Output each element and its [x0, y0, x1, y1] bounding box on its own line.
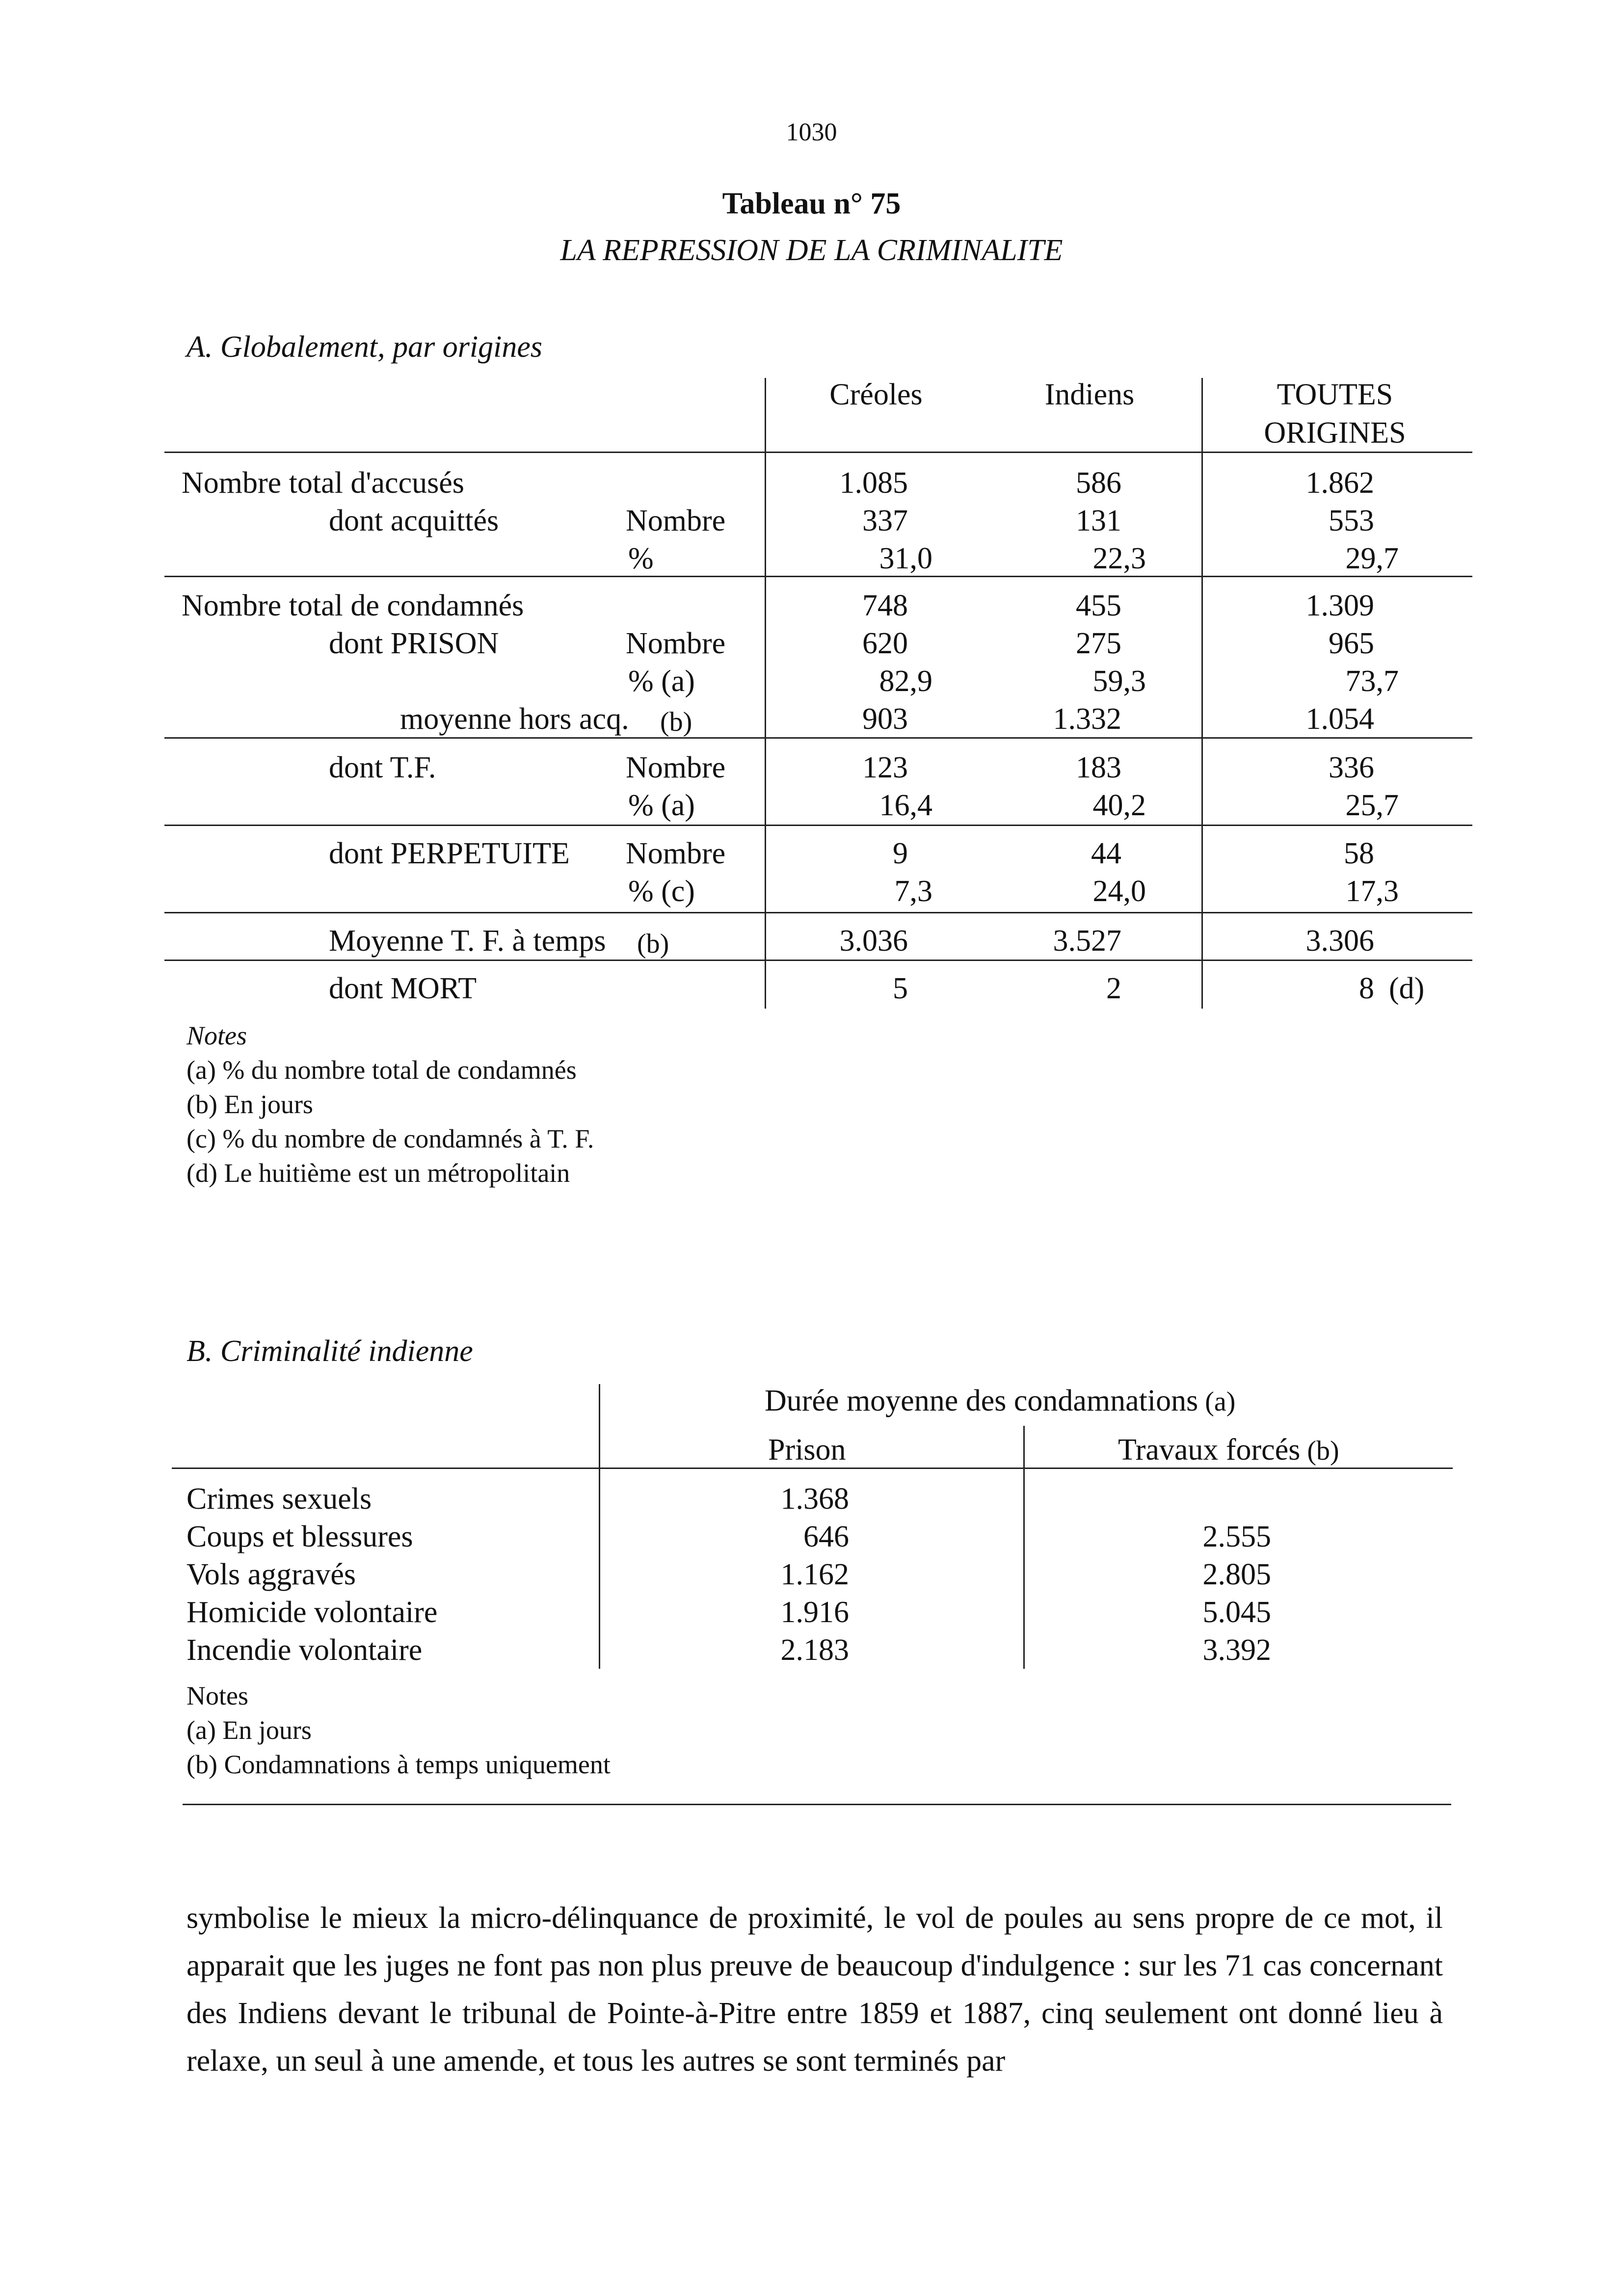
table-cell: 336 [1329, 751, 1374, 784]
column-header-tf-note: (b) [1307, 1436, 1339, 1466]
table-rule [164, 452, 1472, 453]
table-cell: 1.309 [1305, 589, 1374, 622]
table-cell: 1.162 [780, 1558, 849, 1591]
table-cell: 586 [1076, 466, 1121, 500]
table-cell: 183 [1076, 751, 1121, 784]
table-cell: 16,4 [879, 789, 932, 822]
column-header-tf [1118, 1431, 1339, 1470]
table-cell: 59,3 [1092, 665, 1146, 698]
table-a-note: (b) En jours [186, 1090, 313, 1119]
table-cell: 3.036 [839, 924, 908, 958]
column-divider [599, 1384, 600, 1669]
row-sublabel: Nombre [626, 504, 726, 537]
table-cell: 1.054 [1305, 702, 1374, 736]
row-label: dont PERPETUITE [329, 837, 570, 870]
table-cell: 123 [862, 751, 908, 784]
column-divider [1023, 1426, 1025, 1669]
group-header [765, 1382, 1235, 1421]
table-cell: 2.555 [1202, 1520, 1271, 1553]
table-cell: 2 [1106, 972, 1121, 1005]
body-paragraph: symbolise le mieux la micro-délinquance de proximité, le vol de poules au sens propre de ce mot, il apparait que les juges ne font pas non plus preuve de beaucoup d'indulgence : sur les 71 cas concernant des Indiens devant le tribunal de Pointe-à-Pitre entre 1859 et 1887, cinq seulement ont donné lieu à relaxe, un seul à une amende, et tous les autres se sont terminés par [186, 1901, 1443, 2078]
table-cell: 1.916 [780, 1596, 849, 1629]
row-sublabel: Nombre [626, 751, 726, 784]
table-a-note: (a) % du nombre total de condamnés [186, 1055, 577, 1085]
column-header: Créoles [829, 378, 923, 411]
row-sublabel: % [628, 542, 654, 575]
row-sublabel: (b) [637, 929, 669, 959]
table-cell: 82,9 [879, 665, 932, 698]
table-b-notes-title: Notes [186, 1681, 248, 1710]
table-cell: 646 [803, 1520, 849, 1553]
table-cell: 965 [1329, 627, 1374, 660]
table-b-note: (b) Condamnations à temps uniquement [186, 1750, 611, 1779]
table-cell: 8 [1359, 972, 1374, 1005]
table-b-note: (a) En jours [186, 1715, 312, 1745]
column-header-prison: Prison [768, 1433, 846, 1467]
section-b-title: B. Criminalité indienne [186, 1335, 473, 1368]
row-sublabel: % (a) [628, 665, 695, 698]
column-header: Indiens [1044, 378, 1135, 411]
table-cell: 9 [893, 837, 908, 870]
table-rule [164, 576, 1472, 577]
page-number: 1030 [786, 118, 837, 146]
table-cell: 553 [1329, 504, 1374, 537]
table-cell: 5.045 [1202, 1596, 1271, 1629]
row-label: Coups et blessures [186, 1520, 413, 1553]
table-rule [164, 912, 1472, 913]
group-header-note: (a) [1205, 1387, 1236, 1417]
row-label: dont MORT [329, 972, 477, 1005]
row-label: dont acquittés [329, 504, 499, 537]
table-rule [172, 1468, 1453, 1469]
table-rule [164, 960, 1472, 961]
table-cell: 58 [1344, 837, 1374, 870]
row-label: Incendie volontaire [186, 1633, 423, 1667]
row-sublabel: Nombre [626, 627, 726, 660]
row-label: Homicide volontaire [186, 1596, 438, 1629]
table-cell: 7,3 [894, 875, 932, 908]
row-label: Nombre total d'accusés [182, 466, 464, 500]
column-divider [765, 378, 766, 1009]
table-cell: 455 [1076, 589, 1121, 622]
table-cell: 1.332 [1053, 702, 1121, 736]
table-cell: 17,3 [1345, 875, 1399, 908]
row-label: Moyenne T. F. à temps [329, 924, 606, 958]
table-cell: 2.805 [1202, 1558, 1271, 1591]
column-header: TOUTES [1277, 378, 1393, 411]
table-a-note: (c) % du nombre de condamnés à T. F. [186, 1124, 594, 1153]
table-cell: 24,0 [1092, 875, 1146, 908]
table-a-notes-title: Notes [186, 1021, 247, 1050]
table-cell: 337 [862, 504, 908, 537]
row-note: (d) [1389, 972, 1425, 1005]
row-label: dont T.F. [329, 751, 436, 784]
table-cell: 3.306 [1305, 924, 1374, 958]
row-label: moyenne hors acq. [400, 702, 629, 736]
column-divider [1201, 378, 1203, 1009]
row-label: Vols aggravés [186, 1558, 356, 1591]
table-cell: 31,0 [879, 542, 932, 575]
table-title: LA REPRESSION DE LA CRIMINALITE [560, 234, 1063, 267]
row-label: Crimes sexuels [186, 1482, 372, 1516]
table-number: Tableau n° 75 [722, 187, 901, 220]
table-cell: 25,7 [1345, 789, 1399, 822]
table-rule [164, 737, 1472, 739]
row-sublabel: (b) [660, 707, 692, 737]
table-cell: 40,2 [1092, 789, 1146, 822]
table-cell: 275 [1076, 627, 1121, 660]
table-cell: 1.862 [1305, 466, 1374, 500]
row-sublabel: % (c) [628, 875, 695, 908]
row-sublabel: % (a) [628, 789, 695, 822]
section-a-title: A. Globalement, par origines [186, 330, 542, 364]
column-header: ORIGINES [1264, 416, 1406, 450]
group-header-text: Durée moyenne des condamnations [765, 1384, 1198, 1417]
row-label: dont PRISON [329, 627, 499, 660]
table-cell: 5 [893, 972, 908, 1005]
row-label: Nombre total de condamnés [182, 589, 524, 622]
table-cell: 748 [862, 589, 908, 622]
section-b-bottom-rule [183, 1804, 1451, 1805]
table-cell: 73,7 [1345, 665, 1399, 698]
column-header-tf-text: Travaux forcés [1118, 1433, 1301, 1467]
table-cell: 2.183 [780, 1633, 849, 1667]
row-sublabel: Nombre [626, 837, 726, 870]
table-cell: 1.085 [839, 466, 908, 500]
table-cell: 903 [862, 702, 908, 736]
table-cell: 3.527 [1053, 924, 1121, 958]
table-cell: 131 [1076, 504, 1121, 537]
table-cell: 620 [862, 627, 908, 660]
table-cell: 3.392 [1202, 1633, 1271, 1667]
table-cell: 44 [1091, 837, 1121, 870]
table-cell: 1.368 [780, 1482, 849, 1516]
table-rule [164, 825, 1472, 826]
table-cell: 29,7 [1345, 542, 1399, 575]
table-cell: 22,3 [1092, 542, 1146, 575]
table-a-note: (d) Le huitième est un métropolitain [186, 1158, 570, 1188]
